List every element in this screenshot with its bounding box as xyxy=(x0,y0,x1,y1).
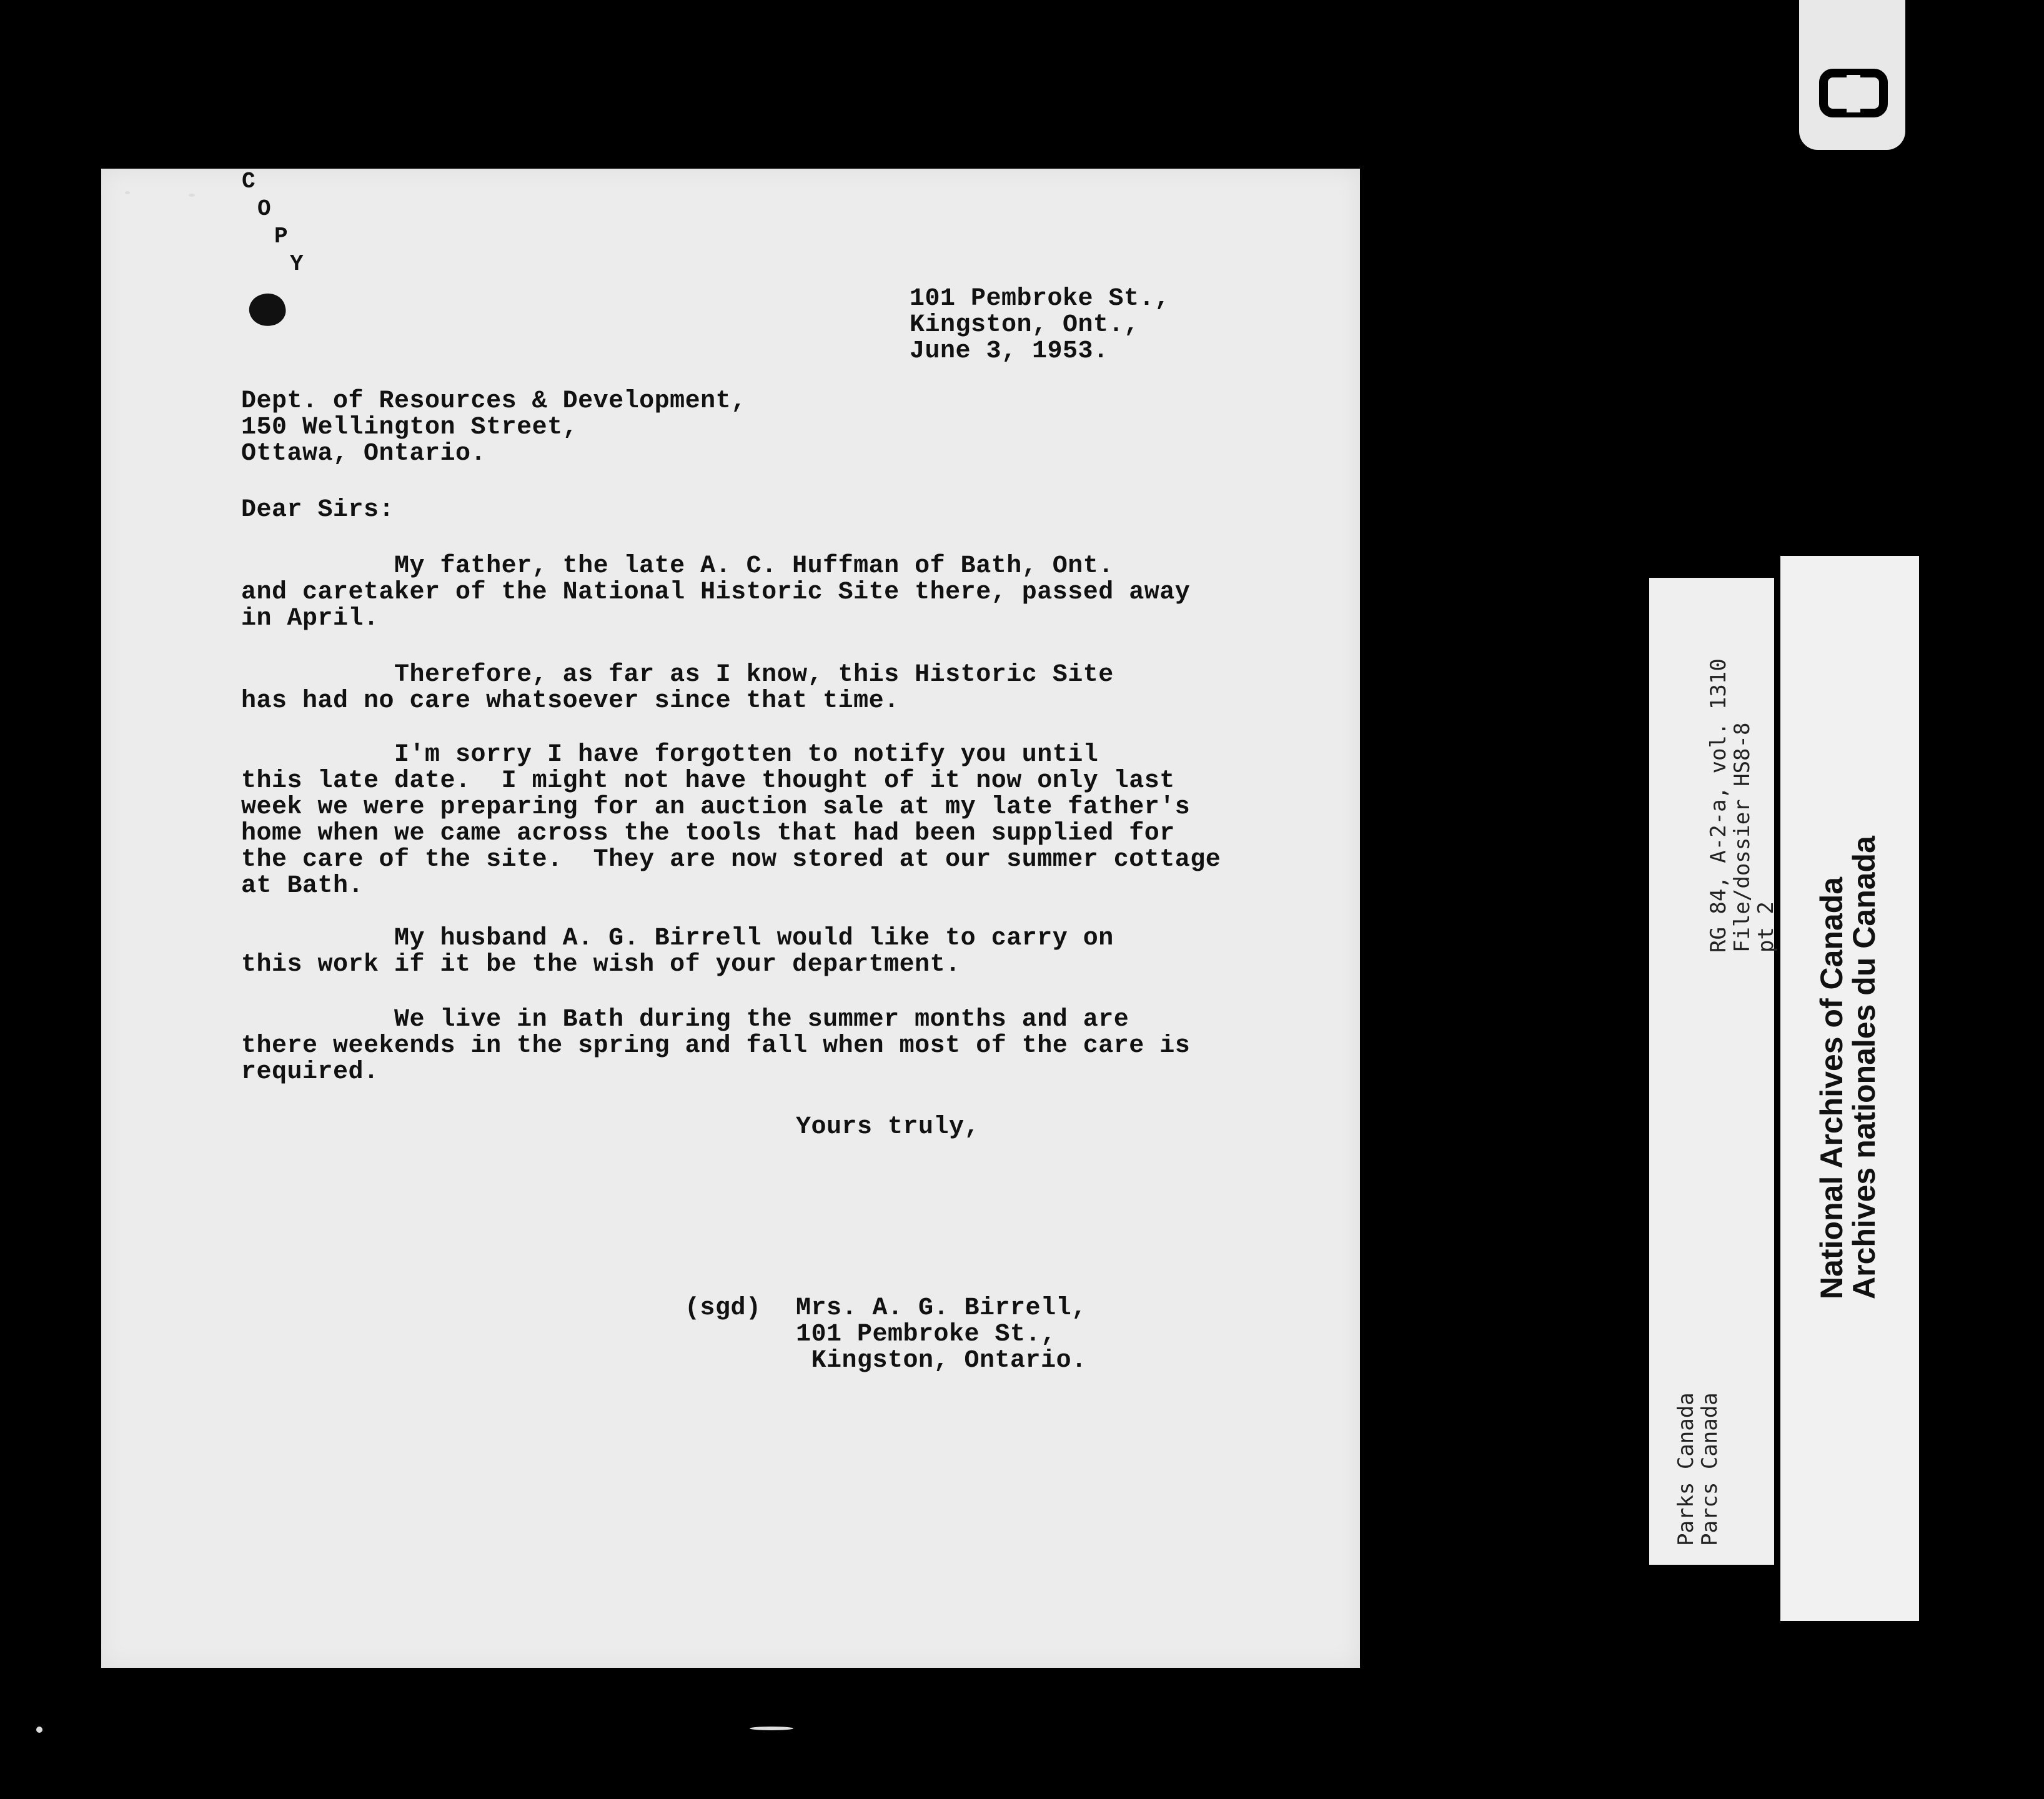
body-line: I'm sorry I have forgotten to notify you until xyxy=(241,741,1099,769)
film-speck xyxy=(36,1727,42,1733)
ink-blot xyxy=(246,290,289,330)
body-line: at Bath. xyxy=(241,872,364,900)
film-speck xyxy=(189,194,195,197)
salutation: Dear Sirs: xyxy=(241,496,395,524)
signature-prefix: (sgd) xyxy=(685,1294,762,1322)
reference-line: RG 84, A-2-a, vol. 1310 xyxy=(1706,658,1731,953)
closing: Yours truly, xyxy=(796,1113,980,1141)
archive-reference-label xyxy=(1649,578,1779,1565)
body-line: We live in Bath during the summer months and are xyxy=(241,1006,1129,1034)
recipient-address-line: Dept. of Resources & Development, xyxy=(241,387,747,415)
body-line: required. xyxy=(241,1058,379,1086)
body-line: Therefore, as far as I know, this Historic Site xyxy=(241,661,1114,689)
letter-date: June 3, 1953. xyxy=(910,337,1109,365)
copy-stamp-letter: Y xyxy=(290,251,304,277)
body-line: the care of the site. They are now stored at our summer cottage xyxy=(241,846,1221,874)
agency-name-en: Parks Canada xyxy=(1674,1392,1699,1546)
film-speck xyxy=(750,1727,793,1730)
copy-stamp-letter: P xyxy=(274,224,288,249)
signature-address-line: Kingston, Ontario. xyxy=(796,1347,1087,1375)
body-line: this work if it be the wish of your department. xyxy=(241,951,961,979)
archives-name-en: National Archives of Canada xyxy=(1814,876,1849,1299)
body-line: home when we came across the tools that had been supplied for xyxy=(241,820,1175,848)
film-frame-mark xyxy=(1819,69,1888,117)
recipient-address-line: Ottawa, Ontario. xyxy=(241,440,487,468)
copy-stamp-letter: O xyxy=(257,196,271,222)
recipient-address-line: 150 Wellington Street, xyxy=(241,414,578,442)
reference-line: File/dossier HS8-8 xyxy=(1730,722,1755,953)
body-line: has had no care whatsoever since that time. xyxy=(241,687,900,715)
body-line: week we were preparing for an auction sale at my late father's xyxy=(241,793,1191,821)
body-line: there weekends in the spring and fall when most of the care is xyxy=(241,1032,1191,1060)
body-line: this late date. I might not have thought of it now only last xyxy=(241,767,1175,795)
agency-name-fr: Parcs Canada xyxy=(1697,1392,1722,1546)
sender-address-line: 101 Pembroke St., xyxy=(910,285,1170,313)
body-line: and caretaker of the National Historic Site there, passed away xyxy=(241,578,1191,607)
body-line: in April. xyxy=(241,605,379,633)
archives-name-fr: Archives nationales du Canada xyxy=(1847,836,1882,1299)
reference-line: pt 2 xyxy=(1754,901,1779,953)
body-line: My husband A. G. Birrell would like to carry on xyxy=(241,924,1114,953)
archives-institution-label xyxy=(1780,556,1919,1621)
body-line: My father, the late A. C. Huffman of Bath, Ont. xyxy=(241,552,1114,580)
film-speck xyxy=(125,191,130,194)
sender-address-line: Kingston, Ont., xyxy=(910,311,1139,339)
letter-page xyxy=(101,169,1360,1668)
signature-address-line: 101 Pembroke St., xyxy=(796,1321,1056,1349)
signature-name: Mrs. A. G. Birrell, xyxy=(796,1294,1087,1322)
copy-stamp-letter: C xyxy=(242,169,255,194)
